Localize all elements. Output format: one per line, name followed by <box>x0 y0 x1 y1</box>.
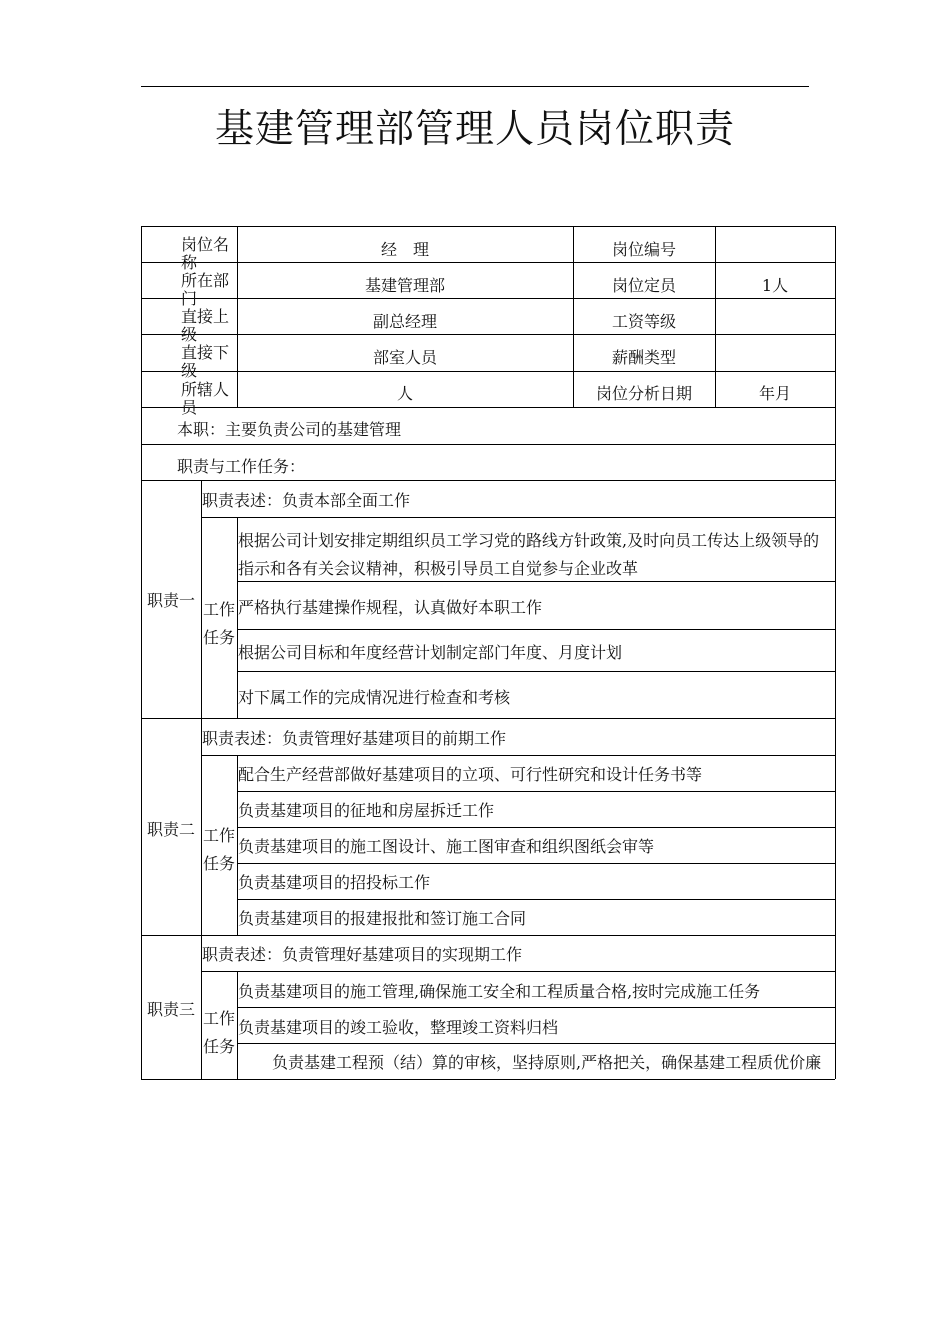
task-item: 负责基建项目的征地和房屋拆迁工作 <box>238 801 495 820</box>
field-value: 经 理 <box>380 240 429 259</box>
task-item: 负责基建项目的招投标工作 <box>238 873 431 892</box>
duty-name: 职责二 <box>146 820 195 839</box>
task-label: 工作任务 <box>203 826 236 873</box>
top-rule <box>141 86 809 87</box>
task-item: 配合生产经营部做好基建项目的立项、可行性研究和设计任务书等 <box>238 765 703 784</box>
task-item: 根据公司计划安排定期组织员工学习党的路线方针政策,及时向员工传达上级领导的指示和各有关会议精神，积极引导员工自觉参与企业改革 <box>238 531 820 578</box>
task-item: 对下属工作的完成情况进行检查和考核 <box>238 688 511 707</box>
job-description-table <box>141 226 835 1079</box>
task-item: 严格执行基建操作规程，认真做好本职工作 <box>238 598 543 617</box>
task-label: 工作任务 <box>203 1009 236 1056</box>
field-label: 岗位编号 <box>611 240 676 259</box>
field-value: 副总经理 <box>372 312 437 331</box>
field-label: 岗位名称 <box>181 235 230 272</box>
field-value: 年月 <box>758 384 791 403</box>
field-label: 岗位分析日期 <box>595 384 692 403</box>
field-label: 薪酬类型 <box>611 348 676 367</box>
field-value: 部室人员 <box>372 348 437 367</box>
duty-description: 职责表述：负责管理好基建项目的前期工作 <box>202 729 507 748</box>
field-label: 所辖人员 <box>181 380 230 417</box>
field-label: 岗位定员 <box>611 276 676 295</box>
task-item: 根据公司目标和年度经营计划制定部门年度、月度计划 <box>238 643 623 662</box>
document-title: 基建管理部管理人员岗位职责 <box>214 107 735 152</box>
duty-description: 职责表述：负责管理好基建项目的实现期工作 <box>202 945 523 964</box>
main-duty: 本职：主要负责公司的基建管理 <box>177 420 402 439</box>
duty-name: 职责三 <box>146 1000 195 1019</box>
field-label: 直接下级 <box>181 343 230 380</box>
field-value: 1人 <box>761 276 789 295</box>
duty-description: 职责表述：负责本部全面工作 <box>202 491 411 510</box>
field-label: 直接上级 <box>181 307 230 344</box>
task-item: 负责基建工程预（结）算的审核，坚持原则,严格把关，确保基建工程质优价廉 <box>272 1053 822 1072</box>
field-value: 人 <box>396 384 413 403</box>
field-value: 基建管理部 <box>364 276 445 295</box>
tasks-header: 职责与工作任务： <box>177 457 306 476</box>
field-label: 所在部门 <box>181 271 230 308</box>
task-item: 负责基建项目的竣工验收，整理竣工资料归档 <box>238 1018 559 1037</box>
field-label: 工资等级 <box>611 312 676 331</box>
task-item: 负责基建项目的施工管理,确保施工安全和工程质量合格,按时完成施工任务 <box>238 982 761 1001</box>
duty-name: 职责一 <box>146 591 195 610</box>
task-item: 负责基建项目的报建报批和签订施工合同 <box>238 909 527 928</box>
task-label: 工作任务 <box>203 600 236 647</box>
task-item: 负责基建项目的施工图设计、施工图审查和组织图纸会审等 <box>238 837 655 856</box>
